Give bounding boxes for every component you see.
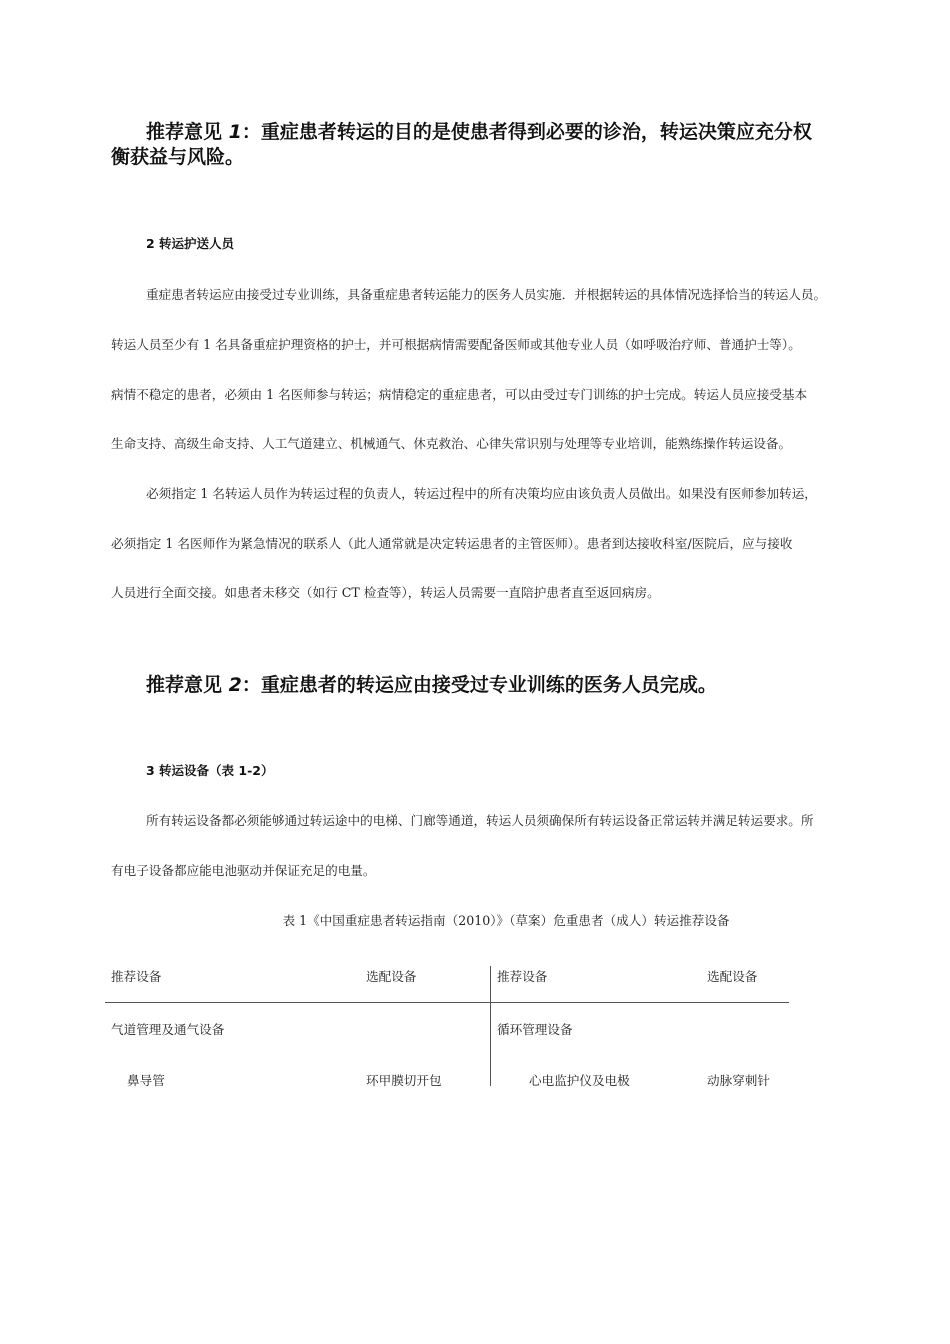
table-caption: 表 1《中国重症患者转运指南（2010）》（草案）危重患者（成人）转运推荐设备: [282, 913, 730, 928]
rec2-text: ：重症患者的转运应由接受过专业训练的医务人员完成。: [241, 674, 717, 696]
rec1-text-line2: 衡获益与风险。: [111, 146, 245, 168]
rec1-text-line1: ：重症患者转运的目的是使患者得到必要的诊治，转运决策应充分权: [241, 121, 812, 143]
table-header-optional-right: 选配设备: [707, 969, 758, 984]
section-2-title: 2 转运护送人员: [146, 236, 235, 251]
rec1-prefix: 推荐意见: [146, 121, 229, 143]
recommendation-2: [111, 673, 891, 698]
para3-line-2: 必须指定 1 名医师作为紧急情况的联系人（此人通常就是决定转运患者的主管医师）。患者到达接收科室/医院后，应与接收: [111, 536, 793, 551]
table-header-recommended-left: 推荐设备: [111, 969, 162, 984]
table-cell-cricothyrotomy-kit: 环甲膜切开包: [366, 1073, 442, 1088]
table-header-optional-left: 选配设备: [366, 969, 417, 984]
section-3-title: 3 转运设备（表 1-2）: [146, 763, 274, 778]
rec2-number: 2: [228, 674, 242, 696]
para2-line-1: 重症患者转运应由接受过专业训练，具备重症患者转运能力的医务人员实施．并根据转运的具体情况选择恰当的转运人员。: [146, 287, 827, 302]
para2-line-4: 生命支持、高级生命支持、人工气道建立、机械通气、休克救治、心律失常识别与处理等专业培训，能熟练操作转运设备。: [111, 436, 792, 451]
recommendation-1: [111, 120, 891, 170]
table-cell-ecg-monitor: 心电监护仪及电极: [529, 1073, 630, 1088]
para2-line-2: 转运人员至少有 1 名具备重症护理资格的护士，并可根据病情需要配备医师或其他专业人员（如呼吸治疗师、普通护士等）。: [111, 337, 801, 352]
para4-line-1: 所有转运设备都必须能够通过转运途中的电梯、门廊等通道，转运人员须确保所有转运设备正常运转并满足转运要求。所: [146, 813, 814, 828]
para3-line-1: 必须指定 1 名转运人员作为转运过程的负责人，转运过程中的所有决策均应由该负责人员做出。如果没有医师参加转运，: [146, 486, 817, 501]
table-cell-nasal-cannula: 鼻导管: [127, 1073, 165, 1088]
table-header-recommended-right: 推荐设备: [497, 969, 548, 984]
para4-line-2: 有电子设备都应能电池驱动并保证充足的电量。: [111, 863, 376, 878]
para2-line-3: 病情不稳定的患者，必须由 1 名医师参与转运；病情稳定的重症患者，可以由受过专门训练的护士完成。转运人员应接受基本: [111, 387, 808, 402]
table-column-divider: [490, 966, 491, 1086]
table-group-circulation: 循环管理设备: [497, 1022, 573, 1037]
table-cell-arterial-needle: 动脉穿刺针: [707, 1073, 770, 1088]
table-header-rule: [105, 1002, 789, 1003]
rec2-prefix: 推荐意见: [146, 674, 229, 696]
table-group-airway: 气道管理及通气设备: [111, 1022, 225, 1037]
rec1-number: 1: [228, 121, 242, 143]
para3-line-3: 人员进行全面交接。如患者未移交（如行 CT 检查等），转运人员需要一直陪护患者直至返回病房。: [111, 585, 660, 600]
